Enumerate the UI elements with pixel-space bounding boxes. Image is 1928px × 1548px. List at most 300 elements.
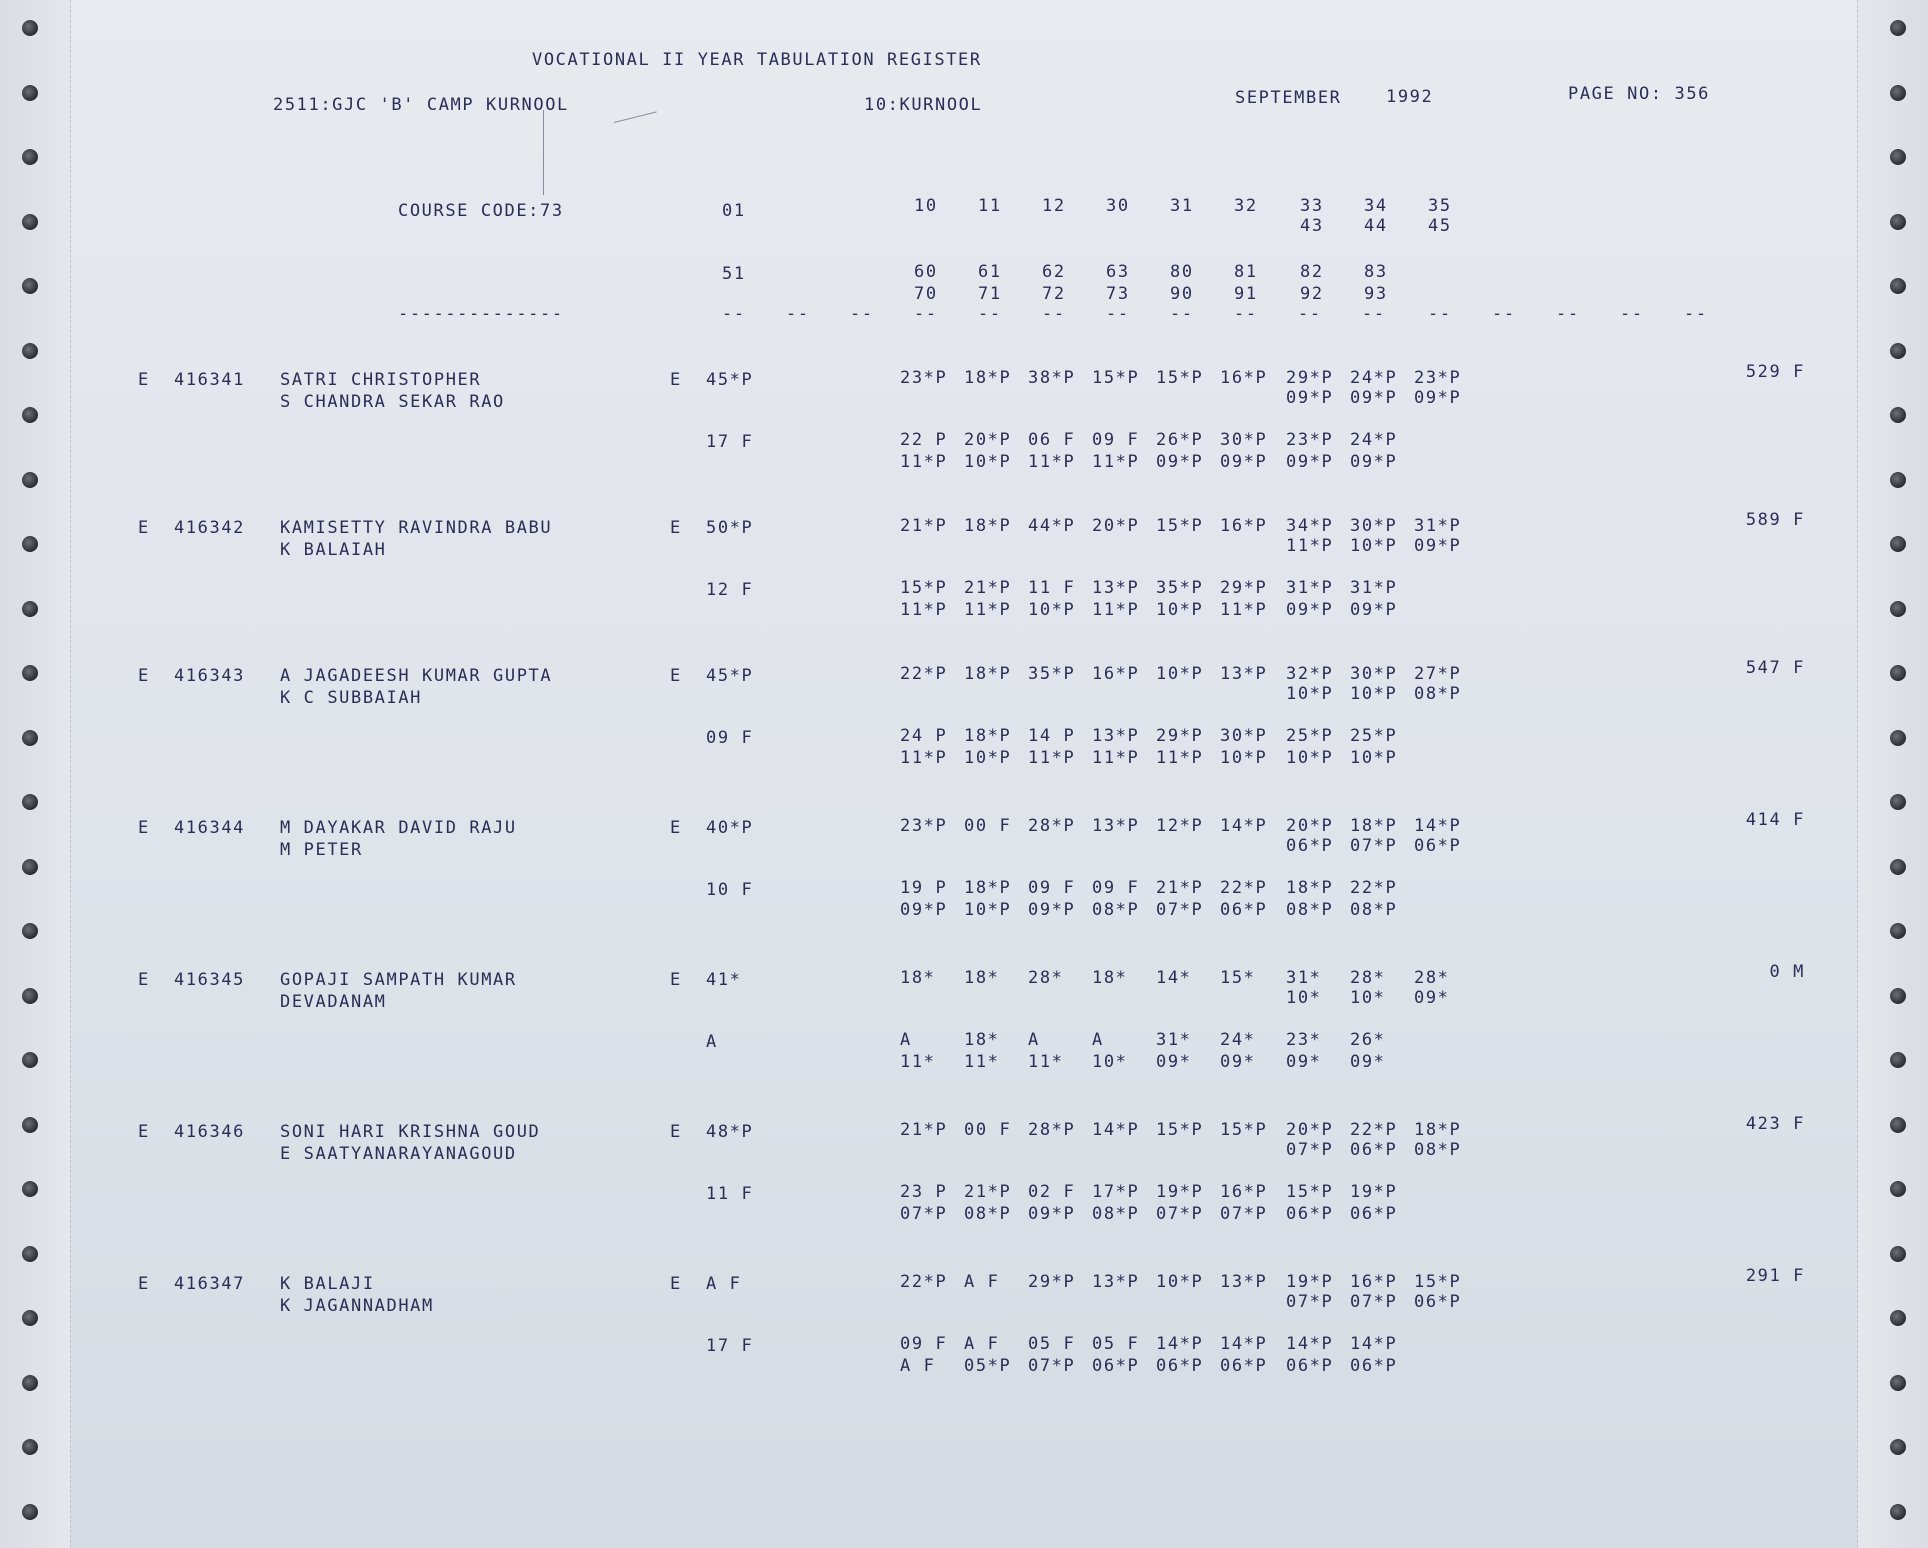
right-tractor-strip — [1857, 0, 1928, 1548]
subject-marks: 35*P — [1028, 664, 1076, 684]
feed-hole — [22, 1439, 38, 1455]
subject-marks: 24 P — [900, 726, 948, 746]
subject-code: 93 — [1364, 284, 1388, 304]
total-result: 414 F — [1745, 810, 1805, 830]
subject-marks: 14*P — [1156, 1334, 1204, 1354]
subject-marks: 13*P — [1220, 1272, 1268, 1292]
subject-marks: 16*P — [1350, 1272, 1398, 1292]
subject-marks: 18* — [964, 1030, 1000, 1050]
subject-marks: 06*P — [1414, 1292, 1462, 1312]
feed-hole — [22, 149, 38, 165]
subject-marks: 18*P — [1286, 878, 1334, 898]
subject-marks: 21*P — [964, 1182, 1012, 1202]
subject-marks: 06*P — [1220, 900, 1268, 920]
subject-marks: 09*P — [1350, 388, 1398, 408]
language-1-marks: 45*P — [706, 666, 754, 686]
subject-marks: 10* — [1286, 988, 1322, 1008]
subject-marks: 07*P — [1286, 1292, 1334, 1312]
subject-marks: 05 F — [1092, 1334, 1140, 1354]
feed-hole — [1890, 20, 1906, 36]
subject-code: 92 — [1300, 284, 1324, 304]
subject-marks: 11*P — [1028, 452, 1076, 472]
subject-marks: 29*P — [1028, 1272, 1076, 1292]
subject-marks: 10*P — [1156, 664, 1204, 684]
subject-marks: 08*P — [1092, 1204, 1140, 1224]
feed-hole — [22, 85, 38, 101]
subject-marks: 13*P — [1092, 1272, 1140, 1292]
subject-marks: 09*P — [1414, 536, 1462, 556]
subject-marks: 07*P — [900, 1204, 948, 1224]
feed-hole — [1890, 601, 1906, 617]
subject-marks: 31* — [1286, 968, 1322, 988]
subject-marks: 09*P — [1286, 600, 1334, 620]
feed-hole — [22, 214, 38, 230]
subject-marks: 07*P — [1350, 1292, 1398, 1312]
subject-marks: 19*P — [1286, 1272, 1334, 1292]
subject-marks: 14*P — [1092, 1120, 1140, 1140]
subject-marks: 09*P — [1028, 1204, 1076, 1224]
subject-marks: 19 P — [900, 878, 948, 898]
subject-marks: 19*P — [1350, 1182, 1398, 1202]
subject-marks: 29*P — [1220, 578, 1268, 598]
feed-hole — [22, 923, 38, 939]
subject-marks: 15*P — [1414, 1272, 1462, 1292]
feed-hole — [1890, 278, 1906, 294]
language-group: E — [670, 518, 682, 538]
total-result: 0 M — [1769, 962, 1805, 982]
subject-marks: 35*P — [1156, 578, 1204, 598]
roll-number: 416344 — [174, 818, 246, 838]
feed-hole — [1890, 536, 1906, 552]
subject-code: 11 — [978, 196, 1002, 216]
student-name: M DAYAKAR DAVID RAJU — [280, 818, 517, 838]
subject-marks: 13*P — [1220, 664, 1268, 684]
subject-marks: 28* — [1350, 968, 1386, 988]
record-prefix: E — [138, 1274, 150, 1294]
subject-marks: 18* — [900, 968, 936, 988]
roll-number: 416347 — [174, 1274, 246, 1294]
subject-marks: 16*P — [1092, 664, 1140, 684]
subject-marks: 21*P — [1156, 878, 1204, 898]
subject-code: 62 — [1042, 262, 1066, 282]
subject-marks: 10* — [1350, 988, 1386, 1008]
feed-hole — [1890, 1375, 1906, 1391]
subject-marks: 08*P — [1286, 900, 1334, 920]
total-result: 291 F — [1745, 1266, 1805, 1286]
student-name: K BALAJI — [280, 1274, 375, 1294]
feed-hole — [1890, 149, 1906, 165]
subject-marks: 22*P — [900, 1272, 948, 1292]
total-result: 589 F — [1745, 510, 1805, 530]
subject-marks: 07*P — [1350, 836, 1398, 856]
subject-marks: 18*P — [964, 664, 1012, 684]
subject-marks: 28* — [1028, 968, 1064, 988]
subject-marks: 08*P — [1350, 900, 1398, 920]
subject-code: 31 — [1170, 196, 1194, 216]
record-prefix: E — [138, 666, 150, 686]
feed-hole — [1890, 665, 1906, 681]
subject-code: 91 — [1234, 284, 1258, 304]
father-name: E SAATYANARAYANAGOUD — [280, 1144, 517, 1164]
language-group: E — [670, 370, 682, 390]
roll-number: 416342 — [174, 518, 246, 538]
feed-hole — [1890, 214, 1906, 230]
subject-marks: 10* — [1092, 1052, 1128, 1072]
language-group: E — [670, 666, 682, 686]
feed-hole — [1890, 988, 1906, 1004]
father-name: K BALAIAH — [280, 540, 387, 560]
subject-marks: 15* — [1220, 968, 1256, 988]
record-prefix: E — [138, 818, 150, 838]
subject-marks: 31*P — [1286, 578, 1334, 598]
record-prefix: E — [138, 370, 150, 390]
subject-marks: 10*P — [1350, 536, 1398, 556]
subject-marks: 18*P — [1414, 1120, 1462, 1140]
subject-marks: 08*P — [1414, 684, 1462, 704]
student-name: KAMISETTY RAVINDRA BABU — [280, 518, 553, 538]
subject-marks: 22 P — [900, 430, 948, 450]
subject-code: 82 — [1300, 262, 1324, 282]
subject-marks: 14*P — [1286, 1334, 1334, 1354]
subject-marks: 06*P — [1350, 1204, 1398, 1224]
subject-code: 73 — [1106, 284, 1130, 304]
student-name: GOPAJI SAMPATH KUMAR — [280, 970, 517, 990]
feed-hole — [1890, 1246, 1906, 1262]
header-dash: -- — [914, 304, 938, 324]
subject-marks: 31* — [1156, 1030, 1192, 1050]
header-dash: -- — [1042, 304, 1066, 324]
subject-marks: 15*P — [1092, 368, 1140, 388]
subject-marks: 30*P — [1220, 726, 1268, 746]
language-group: E — [670, 1274, 682, 1294]
language-1-marks: 40*P — [706, 818, 754, 838]
subject-marks: 11*P — [900, 748, 948, 768]
subject-code: 43 — [1300, 216, 1324, 236]
subject-marks: 09*P — [1220, 452, 1268, 472]
subject-code: 32 — [1234, 196, 1258, 216]
subject-marks: 14 P — [1028, 726, 1076, 746]
subject-marks: A — [1092, 1030, 1104, 1050]
feed-hole — [22, 601, 38, 617]
course-code: COURSE CODE:73 — [398, 201, 564, 221]
subject-marks: 06*P — [1092, 1356, 1140, 1376]
page-number: PAGE NO: 356 — [1568, 84, 1711, 104]
feed-hole — [1890, 1181, 1906, 1197]
subject-code: 63 — [1106, 262, 1130, 282]
language-1-marks: 50*P — [706, 518, 754, 538]
subject-marks: 16*P — [1220, 516, 1268, 536]
subject-marks: 11* — [900, 1052, 936, 1072]
header-dash: -- — [1684, 304, 1708, 324]
subject-marks: 06*P — [1286, 836, 1334, 856]
feed-hole — [1890, 472, 1906, 488]
subject-marks: 10*P — [964, 900, 1012, 920]
subject-code: 90 — [1170, 284, 1194, 304]
language-2-marks: 10 F — [706, 880, 754, 900]
subject-marks: 14*P — [1350, 1334, 1398, 1354]
subject-marks: 32*P — [1286, 664, 1334, 684]
subject-marks: 11*P — [1220, 600, 1268, 620]
subject-marks: 05 F — [1028, 1334, 1076, 1354]
subject-marks: 07*P — [1156, 900, 1204, 920]
subject-marks: 11*P — [1092, 452, 1140, 472]
feed-hole — [1890, 923, 1906, 939]
subject-marks: 12*P — [1156, 816, 1204, 836]
subject-marks: 06*P — [1286, 1204, 1334, 1224]
subject-marks: 34*P — [1286, 516, 1334, 536]
subject-code: 34 — [1364, 196, 1388, 216]
subject-marks: 06*P — [1350, 1140, 1398, 1160]
student-name: A JAGADEESH KUMAR GUPTA — [280, 666, 553, 686]
language-1-marks: 45*P — [706, 370, 754, 390]
subject-marks: 15*P — [1156, 368, 1204, 388]
subject-marks: 07*P — [1286, 1140, 1334, 1160]
subject-marks: 24*P — [1350, 368, 1398, 388]
subject-marks: 09* — [1286, 1052, 1322, 1072]
subject-marks: 11*P — [1092, 748, 1140, 768]
subject-marks: A — [900, 1030, 912, 1050]
subject-marks: 19*P — [1156, 1182, 1204, 1202]
subject-marks: 10*P — [964, 748, 1012, 768]
left-tractor-strip — [0, 0, 71, 1548]
subject-code: 60 — [914, 262, 938, 282]
total-result: 423 F — [1745, 1114, 1805, 1134]
subject-code: 81 — [1234, 262, 1258, 282]
feed-hole — [1890, 859, 1906, 875]
subject-marks: 09*P — [900, 900, 948, 920]
subject-marks: 06*P — [1156, 1356, 1204, 1376]
record-prefix: E — [138, 518, 150, 538]
language-2-marks: 09 F — [706, 728, 754, 748]
subject-marks: 10*P — [1286, 684, 1334, 704]
feed-hole — [22, 988, 38, 1004]
subject-marks: 24*P — [1350, 430, 1398, 450]
feed-hole — [22, 794, 38, 810]
language-group: E — [670, 970, 682, 990]
subject-marks: 11* — [964, 1052, 1000, 1072]
subject-marks: 08*P — [1414, 1140, 1462, 1160]
subject-marks: 23*P — [1414, 368, 1462, 388]
subject-marks: 44*P — [1028, 516, 1076, 536]
subject-marks: 31*P — [1414, 516, 1462, 536]
roll-number: 416345 — [174, 970, 246, 990]
subject-marks: 30*P — [1350, 516, 1398, 536]
language-2-marks: 17 F — [706, 1336, 754, 1356]
subject-marks: 22*P — [900, 664, 948, 684]
subject-marks: 15*P — [1156, 1120, 1204, 1140]
subject-marks: 09* — [1350, 1052, 1386, 1072]
subject-marks: 09*P — [1286, 388, 1334, 408]
subject-marks: 17*P — [1092, 1182, 1140, 1202]
subject-marks: 10*P — [1350, 748, 1398, 768]
subject-marks: 06*P — [1286, 1356, 1334, 1376]
student-name: SATRI CHRISTOPHER — [280, 370, 482, 390]
subject-marks: 10*P — [1028, 600, 1076, 620]
roll-number: 416343 — [174, 666, 246, 686]
subject-marks: 07*P — [1028, 1356, 1076, 1376]
feed-hole — [22, 1504, 38, 1520]
subject-marks: 06*P — [1414, 836, 1462, 856]
subject-marks: 07*P — [1156, 1204, 1204, 1224]
feed-hole — [1890, 1310, 1906, 1326]
subject-code: 70 — [914, 284, 938, 304]
subject-code: 71 — [978, 284, 1002, 304]
feed-hole — [22, 278, 38, 294]
subject-marks: 06*P — [1350, 1356, 1398, 1376]
subject-marks: 30*P — [1350, 664, 1398, 684]
subject-marks: 06*P — [1220, 1356, 1268, 1376]
subject-marks: 23*P — [900, 816, 948, 836]
feed-hole — [22, 1375, 38, 1391]
father-name: M PETER — [280, 840, 363, 860]
subject-marks: 29*P — [1156, 726, 1204, 746]
college-name: 2511:GJC 'B' CAMP KURNOOL — [273, 95, 569, 115]
roll-number: 416341 — [174, 370, 246, 390]
subject-marks: 09*P — [1156, 452, 1204, 472]
header-dash: -- — [1492, 304, 1516, 324]
exam-year: 1992 — [1386, 87, 1434, 107]
subject-marks: 11*P — [1286, 536, 1334, 556]
language-code-1: 01 — [722, 201, 746, 221]
student-name: SONI HARI KRISHNA GOUD — [280, 1122, 541, 1142]
feed-hole — [22, 665, 38, 681]
header-dash: -- — [722, 304, 746, 324]
subject-marks: 11*P — [1028, 748, 1076, 768]
subject-marks: 07*P — [1220, 1204, 1268, 1224]
header-dash: -- — [786, 304, 810, 324]
subject-marks: 21*P — [900, 1120, 948, 1140]
subject-marks: 13*P — [1092, 578, 1140, 598]
subject-marks: 31*P — [1350, 578, 1398, 598]
subject-marks: 11* — [1028, 1052, 1064, 1072]
feed-hole — [22, 343, 38, 359]
feed-hole — [22, 472, 38, 488]
language-1-marks: A F — [706, 1274, 742, 1294]
subject-marks: 18* — [964, 968, 1000, 988]
subject-code: 44 — [1364, 216, 1388, 236]
pen-mark — [614, 111, 657, 123]
subject-marks: 06 F — [1028, 430, 1076, 450]
subject-marks: 09* — [1414, 988, 1450, 1008]
subject-marks: 09* — [1156, 1052, 1192, 1072]
feed-hole — [1890, 730, 1906, 746]
subject-marks: 21*P — [964, 578, 1012, 598]
subject-marks: 14* — [1156, 968, 1192, 988]
subject-marks: 20*P — [964, 430, 1012, 450]
subject-marks: 28*P — [1028, 1120, 1076, 1140]
subject-marks: 26* — [1350, 1030, 1386, 1050]
header-dash: -- — [978, 304, 1002, 324]
district-name: 10:KURNOOL — [864, 95, 983, 115]
subject-marks: 09*P — [1350, 600, 1398, 620]
subject-marks: 23* — [1286, 1030, 1322, 1050]
father-name: S CHANDRA SEKAR RAO — [280, 392, 505, 412]
subject-marks: 09 F — [900, 1334, 948, 1354]
subject-marks: 25*P — [1350, 726, 1398, 746]
subject-code: 35 — [1428, 196, 1452, 216]
subject-marks: 27*P — [1414, 664, 1462, 684]
feed-hole — [1890, 85, 1906, 101]
subject-marks: 10*P — [964, 452, 1012, 472]
subject-marks: 10*P — [1156, 600, 1204, 620]
feed-hole — [22, 1052, 38, 1068]
feed-hole — [1890, 343, 1906, 359]
language-2-marks: A — [706, 1032, 718, 1052]
language-2-marks: 12 F — [706, 580, 754, 600]
subject-marks: 00 F — [964, 1120, 1012, 1140]
subject-marks: 20*P — [1286, 1120, 1334, 1140]
feed-hole — [22, 1310, 38, 1326]
language-code-2: 51 — [722, 264, 746, 284]
subject-marks: 38*P — [1028, 368, 1076, 388]
total-result: 547 F — [1745, 658, 1805, 678]
subject-code: 30 — [1106, 196, 1130, 216]
subject-marks: 11*P — [900, 452, 948, 472]
record-prefix: E — [138, 970, 150, 990]
subject-marks: 09* — [1220, 1052, 1256, 1072]
feed-hole — [1890, 1439, 1906, 1455]
feed-hole — [1890, 407, 1906, 423]
subject-marks: 09 F — [1092, 878, 1140, 898]
subject-code: 10 — [914, 196, 938, 216]
roll-number: 416346 — [174, 1122, 246, 1142]
subject-marks: 14*P — [1220, 1334, 1268, 1354]
subject-marks: 09*P — [1286, 452, 1334, 472]
subject-marks: 09*P — [1028, 900, 1076, 920]
subject-marks: 15*P — [1220, 1120, 1268, 1140]
header-dash: -- — [1234, 304, 1258, 324]
header-dash: -- — [1428, 304, 1452, 324]
subject-marks: 08*P — [1092, 900, 1140, 920]
subject-marks: 25*P — [1286, 726, 1334, 746]
header-dash: -- — [1298, 304, 1322, 324]
language-group: E — [670, 818, 682, 838]
header-dash: -- — [1106, 304, 1130, 324]
subject-marks: 14*P — [1414, 816, 1462, 836]
feed-hole — [1890, 1504, 1906, 1520]
subject-code: 12 — [1042, 196, 1066, 216]
header-dash: -- — [1170, 304, 1194, 324]
subject-code: 72 — [1042, 284, 1066, 304]
subject-marks: 18*P — [1350, 816, 1398, 836]
subject-marks: A F — [964, 1272, 1000, 1292]
subject-marks: 11*P — [1092, 600, 1140, 620]
subject-marks: 15*P — [1286, 1182, 1334, 1202]
feed-hole — [22, 730, 38, 746]
feed-hole — [22, 536, 38, 552]
subject-marks: 18*P — [964, 878, 1012, 898]
subject-marks: 09*P — [1414, 388, 1462, 408]
subject-marks: 16*P — [1220, 368, 1268, 388]
subject-marks: 23*P — [1286, 430, 1334, 450]
subject-marks: A F — [900, 1356, 936, 1376]
feed-hole — [22, 859, 38, 875]
subject-marks: 28*P — [1028, 816, 1076, 836]
subject-marks: 24* — [1220, 1030, 1256, 1050]
subject-marks: 13*P — [1092, 816, 1140, 836]
father-name: K C SUBBAIAH — [280, 688, 423, 708]
subject-marks: 10*P — [1350, 684, 1398, 704]
subject-marks: 09*P — [1350, 452, 1398, 472]
language-2-marks: 11 F — [706, 1184, 754, 1204]
subject-marks: 15*P — [1156, 516, 1204, 536]
subject-marks: 02 F — [1028, 1182, 1076, 1202]
feed-hole — [22, 1181, 38, 1197]
subject-marks: 11 F — [1028, 578, 1076, 598]
subject-code: 33 — [1300, 196, 1324, 216]
subject-marks: 08*P — [964, 1204, 1012, 1224]
header-underline: -------------- — [398, 304, 564, 324]
